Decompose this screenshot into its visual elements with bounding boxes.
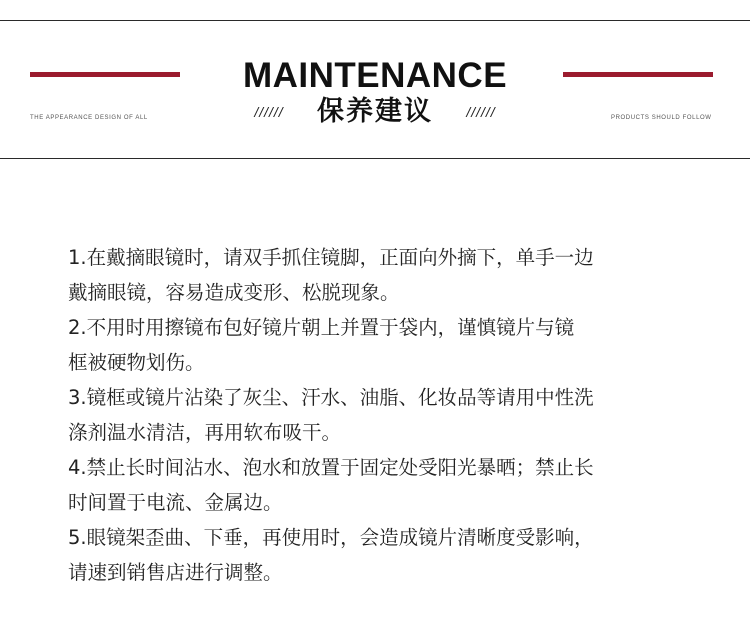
instruction-line: 1.在戴摘眼镜时，请双手抓住镜脚，正面向外摘下，单手一边 bbox=[68, 246, 594, 269]
caption-right: PRODUCTS SHOULD FOLLOW bbox=[611, 115, 712, 121]
bottom-divider bbox=[0, 158, 750, 159]
instruction-line: 5.眼镜架歪曲、下垂，再使用时，会造成镜片清晰度受影响， bbox=[68, 526, 594, 549]
slashes-right: ////// bbox=[466, 104, 496, 120]
top-divider bbox=[0, 20, 750, 21]
title-chinese-row bbox=[0, 92, 750, 132]
instruction-line: 框被硬物划伤。 bbox=[68, 351, 205, 374]
instruction-line: 戴摘眼镜，容易造成变形、松脱现象。 bbox=[68, 281, 400, 304]
title-chinese: 保养建议 bbox=[317, 96, 433, 127]
instruction-line: 4.禁止长时间沾水、泡水和放置于固定处受阳光暴晒；禁止长 bbox=[68, 456, 594, 479]
maintenance-instructions bbox=[68, 240, 688, 590]
instruction-line: 请速到销售店进行调整。 bbox=[68, 561, 283, 584]
title-english: MAINTENANCE bbox=[242, 56, 508, 95]
caption-left: THE APPEARANCE DESIGN OF ALL bbox=[30, 115, 148, 121]
instruction-line: 涤剂温水清洁，再用软布吸干。 bbox=[68, 421, 342, 444]
instruction-line: 3.镜框或镜片沾染了灰尘、汗水、油脂、化妆品等请用中性洗 bbox=[68, 386, 594, 409]
instruction-line: 时间置于电流、金属边。 bbox=[68, 491, 283, 514]
slashes-left: ////// bbox=[254, 104, 284, 120]
instruction-line: 2.不用时用擦镜布包好镜片朝上并置于袋内，谨慎镜片与镜 bbox=[68, 316, 575, 339]
